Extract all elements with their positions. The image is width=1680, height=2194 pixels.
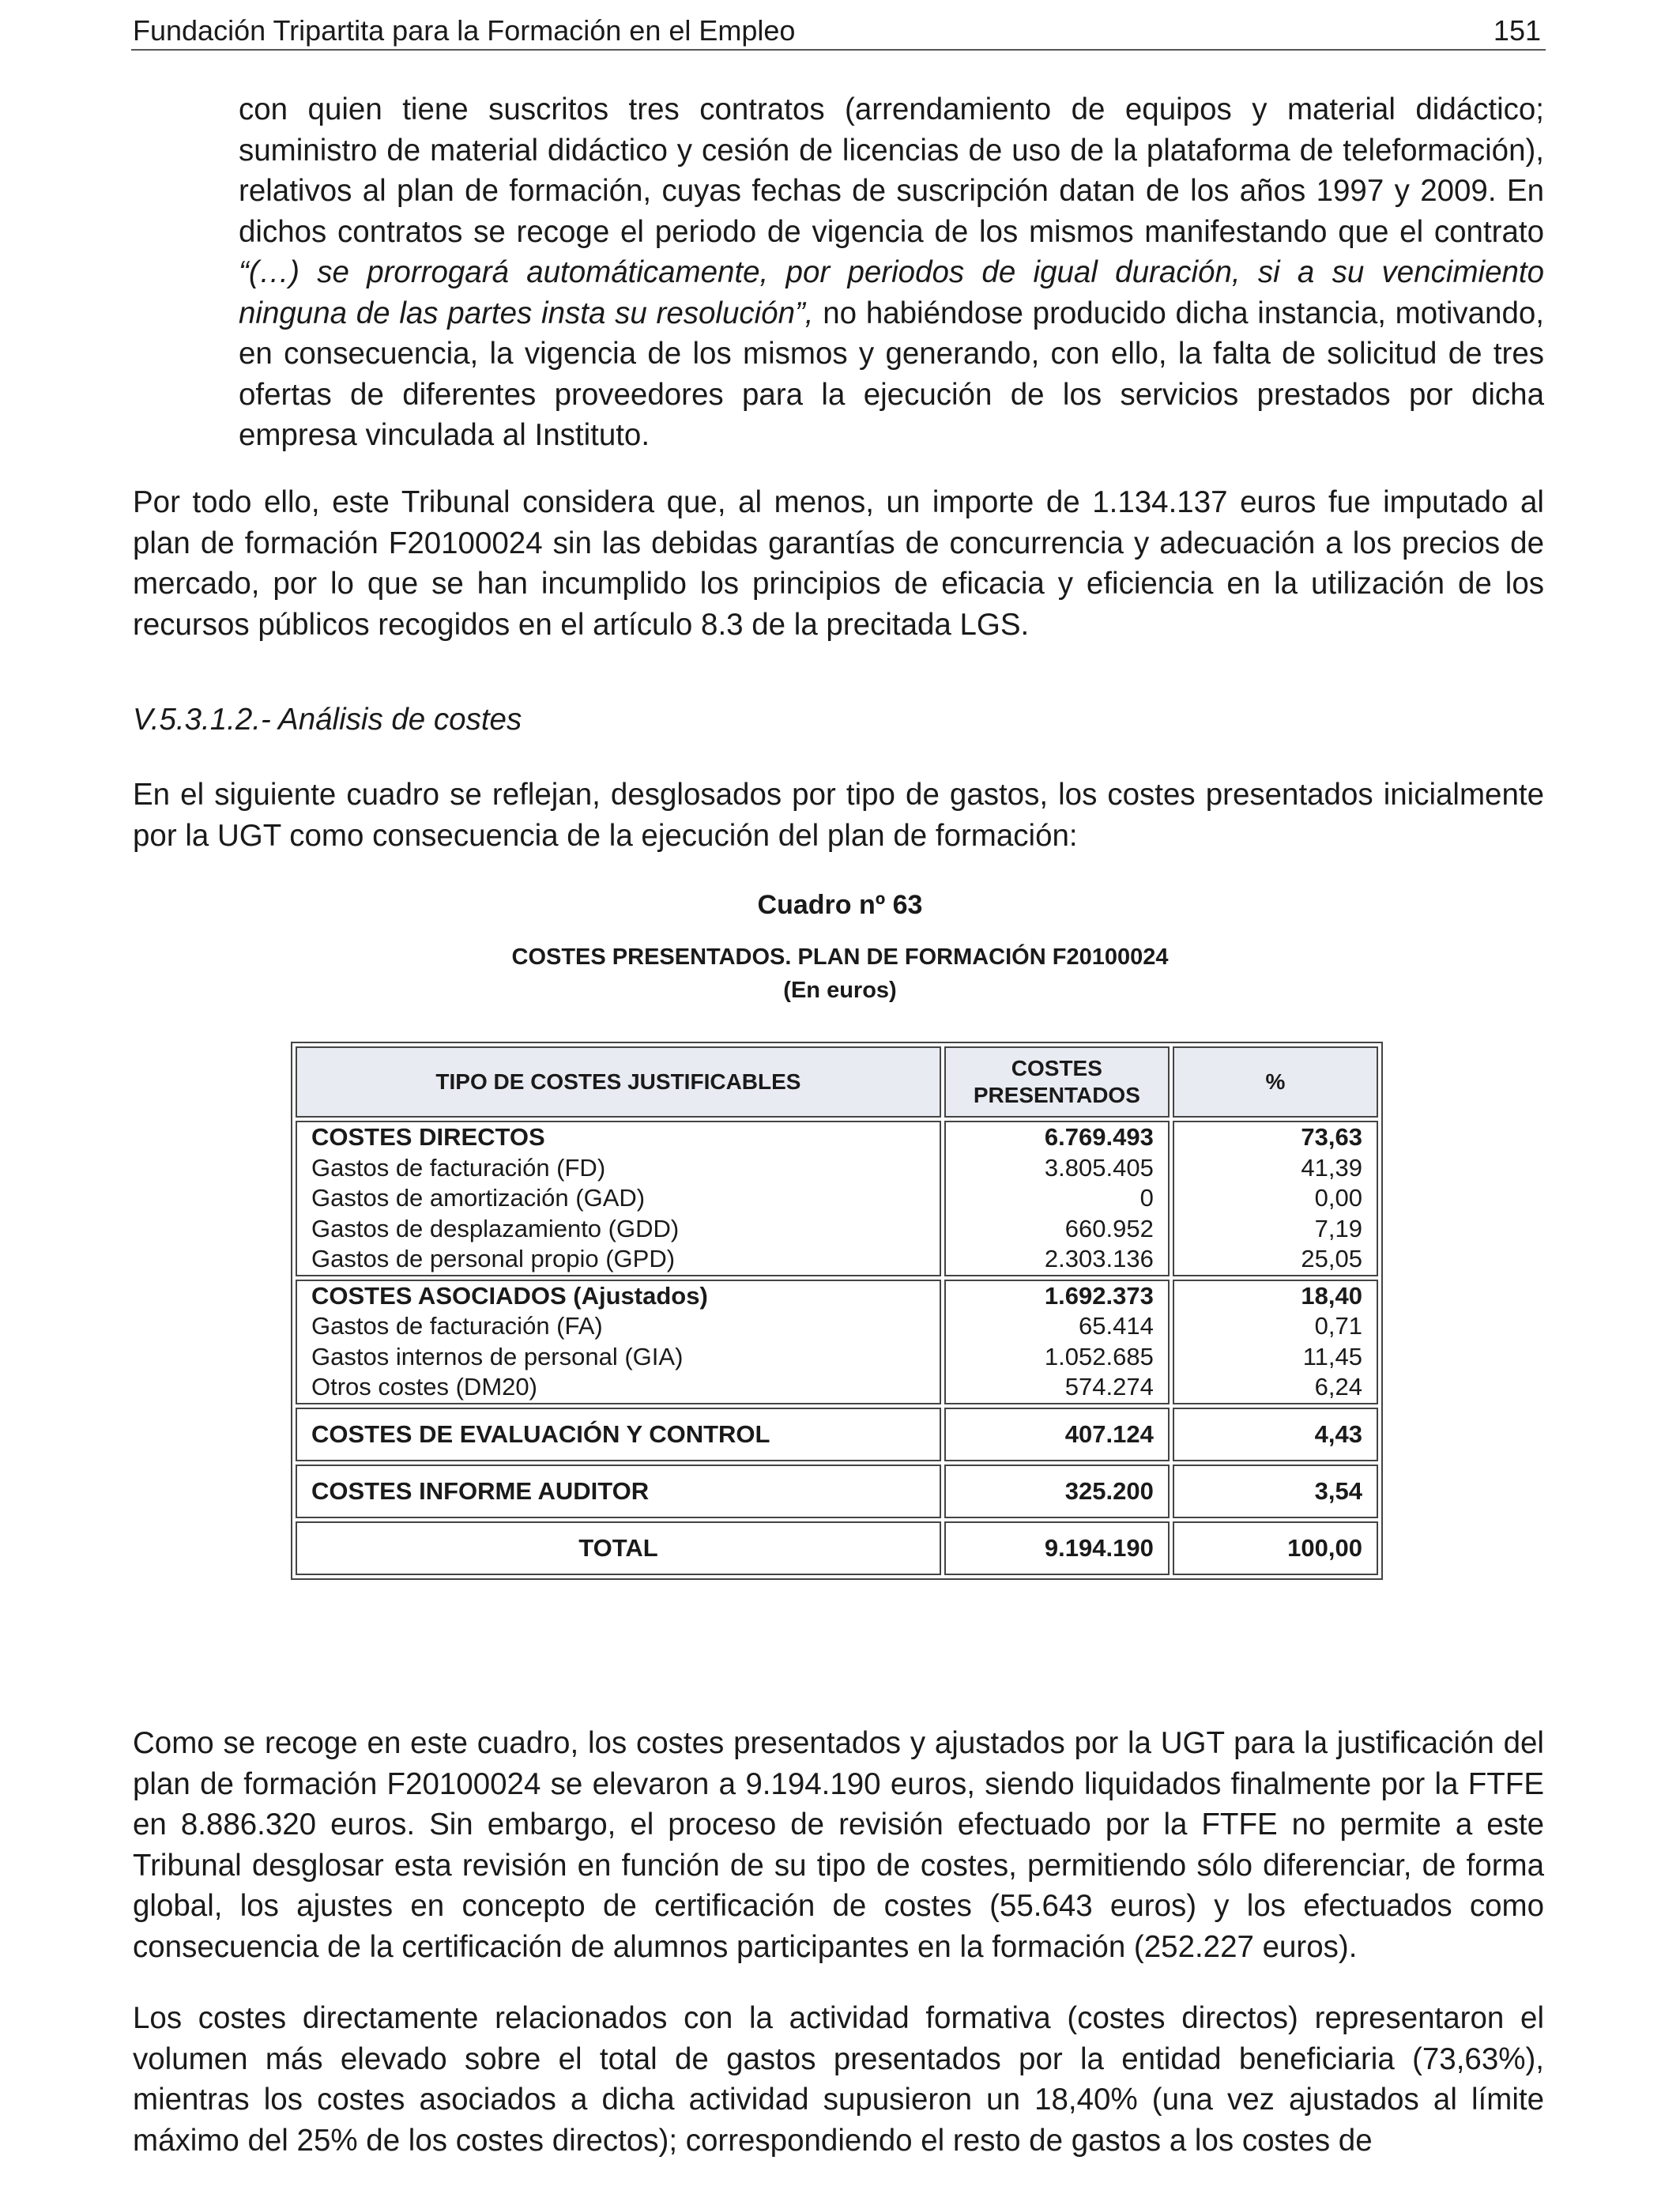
page-header xyxy=(131,6,1546,51)
evaluation-costs-pct: 4,43 xyxy=(1173,1408,1378,1461)
header-costs-presented xyxy=(944,1046,1170,1118)
associated-item-pct: 11,45 xyxy=(1302,1342,1362,1370)
associated-item-pct: 6,24 xyxy=(1314,1373,1362,1400)
direct-item-label: Gastos de personal propio (GPD) xyxy=(311,1245,676,1272)
table-row-total xyxy=(296,1521,1378,1575)
section-heading: V.5.3.1.2.- Análisis de costes xyxy=(133,703,522,737)
paragraph-direct-costs-analysis: Los costes directamente relacionados con la actividad formativa (costes directos) representaron el volumen más elevado sobre el total de gastos presentados por la entidad beneficiaria (73,63%), mientras los costes asociados a dicha actividad supusieron un 18,40% (una vez ajustados al límite máximo del 25% de los costes directos); correspondiendo el resto de gastos a los costes de xyxy=(133,2001,1544,2158)
total-pct: 100,00 xyxy=(1173,1521,1378,1575)
associated-costs-total-pct: 18,40 xyxy=(1301,1281,1362,1310)
paragraph-table-commentary: Como se recoge en este cuadro, los costes presentados y ajustados por la UGT para la justificación del plan de formación F20100024 se elevaron a 9.194.190 euros, siendo liquidados finalmente por la FTFE en 8.886.320 euros. Sin embargo, el proceso de revisión efectuado por la FTFE no permite a este Tribunal desglosar esta revisión en función de su tipo de costes, permitiendo sólo diferenciar, de forma global, los ajustes en concepto de certificación de costes (55.643 euros) y los efectuados como consecuencia de la certificación de alumnos participantes en la formación (252.227 euros). xyxy=(133,1726,1544,1964)
contract-quote: “(…) se prorrogará automáticamente, por periodos de igual duración, si a su vencimiento ninguna de las partes insta su resolución”, xyxy=(239,255,1544,330)
auditor-costs-pct: 3,54 xyxy=(1173,1465,1378,1518)
direct-costs-labels xyxy=(296,1121,941,1276)
direct-item-pct: 7,19 xyxy=(1314,1214,1362,1242)
direct-item-pct: 0,00 xyxy=(1314,1184,1362,1212)
table-row-associated-costs xyxy=(296,1280,1378,1404)
total-value: 9.194.190 xyxy=(944,1521,1170,1575)
direct-costs-percents xyxy=(1173,1121,1378,1276)
direct-item-pct: 25,05 xyxy=(1301,1245,1362,1272)
table-number: Cuadro nº 63 xyxy=(757,890,923,920)
associated-item-pct: 0,71 xyxy=(1314,1312,1362,1340)
paragraph-contracts xyxy=(239,89,1544,456)
table-header-row xyxy=(296,1046,1378,1118)
associated-costs-title: COSTES ASOCIADOS (Ajustados) xyxy=(311,1281,708,1310)
direct-item-value: 2.303.136 xyxy=(1044,1245,1154,1272)
table-unit: (En euros) xyxy=(783,978,897,1003)
associated-item-value: 65.414 xyxy=(1079,1312,1154,1340)
direct-item-value: 660.952 xyxy=(1064,1214,1154,1242)
direct-item-label: Gastos de facturación (FD) xyxy=(311,1153,606,1182)
auditor-costs-title: COSTES INFORME AUDITOR xyxy=(296,1465,941,1518)
evaluation-costs-title: COSTES DE EVALUACIÓN Y CONTROL xyxy=(296,1408,941,1461)
header-cost-type: TIPO DE COSTES JUSTIFICABLES xyxy=(296,1046,941,1118)
header-costs-line1: COSTES xyxy=(1011,1056,1102,1080)
table-row-direct-costs xyxy=(296,1121,1378,1276)
direct-item-pct: 41,39 xyxy=(1301,1153,1362,1182)
associated-costs-percents xyxy=(1173,1280,1378,1404)
paragraph-contracts-part-a: con quien tiene suscritos tres contratos (arrendamiento de equipos y material didáctico; suministro de material didáctico y cesión de licencias de uso de la plataforma de teleformación), relativos al plan de formación, cuyas fechas de suscripción datan de los años 1997 y 2009. En dichos contratos se recoge el periodo de vigencia de los mismos manifestando que el contrato xyxy=(239,92,1544,249)
paragraph-contracts-part-b: no habiéndose producido dicha instancia, motivando, en consecuencia, la vigencia de los mismos y generando, con ello, la falta de solicitud de tres ofertas de diferentes proveedores para la ejecución de los servicios prestados por dicha empresa vinculada al Instituto. xyxy=(239,296,1544,452)
associated-costs-total-value: 1.692.373 xyxy=(1044,1281,1154,1310)
direct-item-value: 0 xyxy=(1139,1184,1154,1212)
direct-item-value: 3.805.405 xyxy=(1044,1153,1154,1182)
page-number: 151 xyxy=(1493,14,1541,47)
header-title: Fundación Tripartita para la Formación en el Empleo xyxy=(133,14,796,47)
table-title: COSTES PRESENTADOS. PLAN DE FORMACIÓN F20100024 xyxy=(511,944,1169,970)
header-costs-line2: PRESENTADOS xyxy=(973,1083,1140,1107)
associated-item-label: Otros costes (DM20) xyxy=(311,1373,537,1400)
associated-item-value: 574.274 xyxy=(1064,1373,1154,1400)
direct-costs-title: COSTES DIRECTOS xyxy=(311,1123,545,1151)
table-row-evaluation-costs xyxy=(296,1408,1378,1461)
total-title: TOTAL xyxy=(296,1521,941,1575)
paragraph-table-intro: En el siguiente cuadro se reflejan, desglosados por tipo de gastos, los costes presentados inicialmente por la UGT como consecuencia de la ejecución del plan de formación: xyxy=(133,778,1544,853)
direct-costs-total-value: 6.769.493 xyxy=(1044,1123,1154,1151)
direct-item-label: Gastos de desplazamiento (GDD) xyxy=(311,1214,680,1242)
associated-item-value: 1.052.685 xyxy=(1044,1342,1154,1370)
direct-costs-total-pct: 73,63 xyxy=(1301,1123,1362,1151)
associated-costs-labels xyxy=(296,1280,941,1404)
header-percent: % xyxy=(1173,1046,1378,1118)
associated-item-label: Gastos de facturación (FA) xyxy=(311,1312,603,1340)
associated-costs-values xyxy=(944,1280,1170,1404)
evaluation-costs-value: 407.124 xyxy=(944,1408,1170,1461)
auditor-costs-value: 325.200 xyxy=(944,1465,1170,1518)
direct-costs-values xyxy=(944,1121,1170,1276)
costs-table xyxy=(291,1042,1383,1580)
associated-item-label: Gastos internos de personal (GIA) xyxy=(311,1342,684,1370)
table-row-auditor-costs xyxy=(296,1465,1378,1518)
paragraph-conclusion: Por todo ello, este Tribunal considera que, al menos, un importe de 1.134.137 euros fue imputado al plan de formación F20100024 sin las debidas garantías de concurrencia y adecuación a los precios de mercado, por lo que se han incumplido los principios de eficacia y eficiencia en la utilización de los recursos públicos recogidos en el artículo 8.3 de la precitada LGS. xyxy=(133,485,1544,642)
direct-item-label: Gastos de amortización (GAD) xyxy=(311,1184,646,1212)
